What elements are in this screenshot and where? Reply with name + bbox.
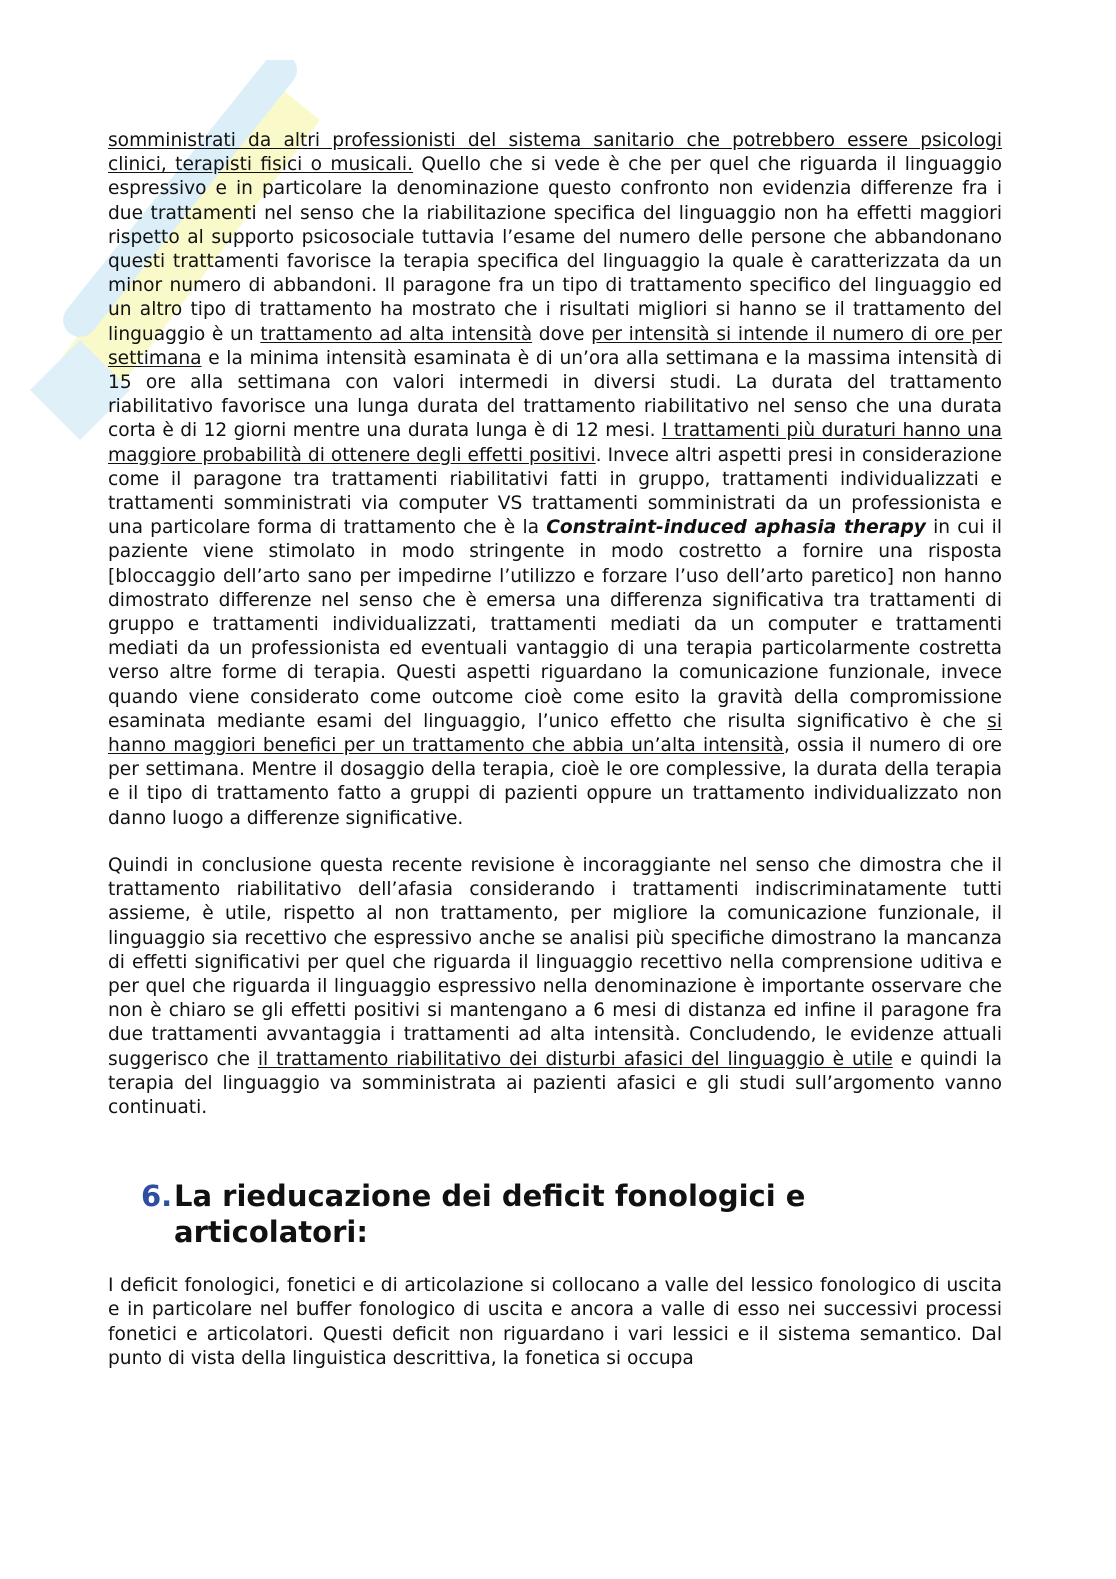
underlined-text: I trattamenti più duraturi hanno una maggiore probabilità di ottenere degli effetti positivi: [108, 420, 1003, 466]
underlined-text: per intensità si intende il numero di ore per settimana: [108, 323, 1002, 369]
underlined-text: il trattamento riabilitativo dei disturbi afasici del linguaggio è utile: [257, 1048, 893, 1070]
underlined-text: si hanno maggiori benefici per un trattamento che abbia un’alta intensità: [108, 710, 1002, 757]
text-run: Quindi in conclusione questa recente revisione è incoraggiante nel senso che dimostra che il trattamento riabilitativo dell’afasia considerando i trattamenti indiscriminatamente tutti assieme, è utile, rispetto al non trattamento, per migliore la comunicazione funzionale, il linguaggio sia recettivo che espressivo anche se analisi più specifiche dimostrano la mancanza di effetti significativi per quel che riguarda il linguaggio recettivo nella comprensione uditiva e per quel che riguarda il linguaggio espressivo nella denominazione è importante osservare che non è chiaro se gli effetti positivi si mantengano a 6 mesi di distanza ed infine il paragone fra due trattamenti avvantaggia i trattamenti ad alta intensità. Concludendo, le evidenze attuali suggerisco che: [108, 854, 1002, 1070]
text-run: I deficit fonologici, fonetici e di articolazione si collocano a valle del lessico fonologico di uscita e in particolare nel buffer fonologico di uscita e ancora a valle di esso nei successivi processi fonetici e articolatori. Questi deficit non riguardano i vari lessici e il sistema semantico. Dal punto di vista della linguistica descrittiva, la fonetica si occupa: [108, 1275, 1002, 1369]
section-title: [174, 1178, 1002, 1250]
text-run: . Invece altri aspetti presi in considerazione come il paragone tra trattamenti riabilitativi fatti in gruppo, trattamenti individualizzati e trattamenti somministrati via computer VS trattamenti somministrati da un professionista e una particolare forma di trattamento che è la: [108, 444, 1002, 539]
section-number: 6.: [141, 1179, 173, 1214]
section-heading: [108, 1178, 1002, 1250]
paragraph-conclusion: [108, 854, 1002, 1120]
underlined-text: trattamento ad alta intensità: [260, 323, 533, 345]
section-title-line-1: La rieducazione dei deficit fonologici e: [174, 1179, 806, 1214]
emphasized-term: Constraint-induced aphasia therapy: [546, 517, 926, 539]
text-run: e quindi la terapia del linguaggio va somministrata ai pazienti afasici e gli studi sull’argomento vanno continuati.: [108, 1048, 1002, 1118]
document-page: [108, 129, 1002, 1371]
text-run: e la minima intensità esaminata è di un’ora alla settimana e la massima intensità di 15 ore alla settimana con valori intermedi in diversi studi. La durata del trattamento riabilitativo favorisce una lunga durata del trattamento riabilitativo nel senso che una durata corta è di 12 giorni mentre una durata lunga è di 12 mesi.: [108, 347, 1002, 442]
underlined-text: somministrati da altri professionisti del sistema sanitario che potrebbero essere psicologi clinici, terapisti fisici o musicali.: [108, 130, 1002, 176]
paragraph-treatment-comparison: [108, 129, 1002, 831]
text-run: Quello che si vede è che per quel che riguarda il linguaggio espressivo e in particolare la denominazione questo confronto non evidenzia differenze fra i due trattamenti nel senso che la riabilitazione specifica del linguaggio non ha effetti maggiori rispetto al supporto psicosociale tuttavia l’esame del numero delle persone che abbandonano questi trattamenti favorisce la terapia specifica del linguaggio la quale è caratterizzata da un minor numero di abbandoni. Il paragone fra un tipo di trattamento specifico del linguaggio ed un altro tipo di trattamento ha mostrato che i risultati migliori si hanno se il trattamento del linguaggio è un: [108, 154, 1002, 345]
section-title-line-2: articolatori:: [174, 1215, 368, 1250]
text-run: , ossia il numero di ore per settimana. Mentre il dosaggio della terapia, cioè le ore complessive, la durata della terapia e il tipo di trattamento fatto a gruppi di pazienti oppure un trattamento individualizzato non danno luogo a differenze significative.: [108, 735, 1002, 829]
text-run: in cui il paziente viene stimolato in modo stringente in modo costretto a fornire una risposta [bloccaggio dell’arto sano per impedirne l’utilizzo e forzare l’uso dell’arto paretico] non hanno dimostrato differenze nel senso che è emersa una differenza significativa tra trattamenti di gruppo e trattamenti individualizzati, trattamenti mediati da un computer e trattamenti mediati da un professionista ed eventuali vantaggio di una terapia particolarmente costretta verso altre forme di terapia. Questi aspetti riguardano la comunicazione funzionale, invece quando viene considerato come outcome cioè come esito la gravità della compromissione esaminata mediante esami del linguaggio, l’unico effetto che risulta significativo è che: [108, 517, 1002, 732]
text-run: dove: [532, 323, 592, 345]
paragraph-phonological-deficits: [108, 1274, 1002, 1371]
